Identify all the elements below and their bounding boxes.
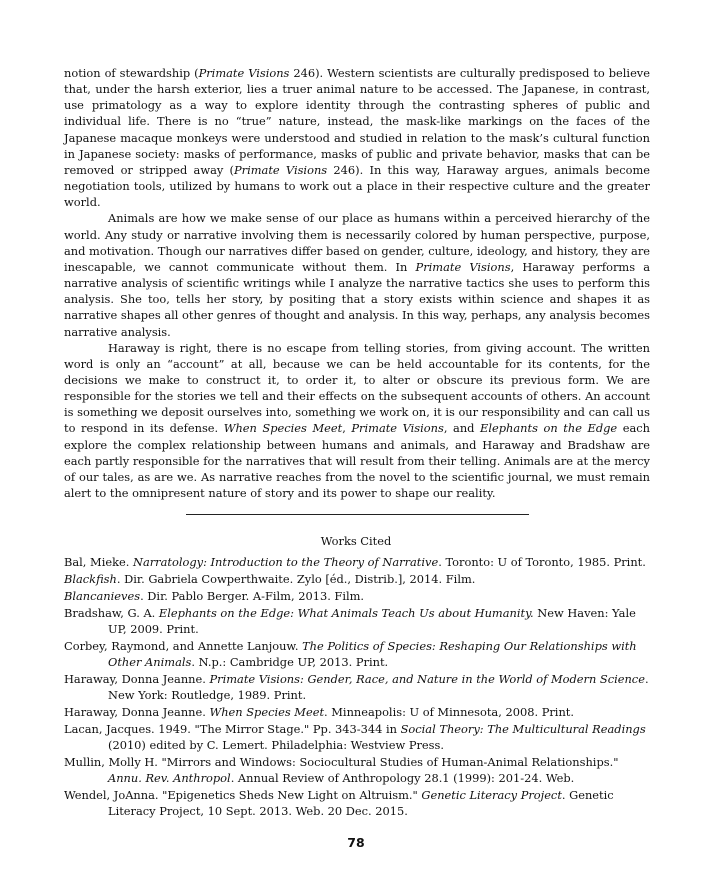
text-run: . N.p.: Cambridge UP, 2013. Print. (191, 655, 389, 669)
italic-title: Elephants on the Edge: What Animals Teach Us about Humanity. (158, 606, 534, 620)
text-run: 246). In this way, Haraway argues, animals become negotiation tools, utilized by humans to work out a place in their respective culture and the greater world. (64, 162, 651, 210)
text-run: , Haraway performs a narrative analysis of scientific writings while I analyze the narrative tactics she uses to perform this analysis. She too, tells her story, by positing that a story exists within science and shapes it as narrative shapes all other genres of thought and analysis. In this way, perhaps, any analysis becomes narrative analysis. (64, 259, 650, 339)
text-run: . Minneapolis: U of Minnesota, 2008. Print. (324, 705, 574, 719)
text-run: Bal, Mieke. (64, 555, 133, 569)
italic-title: Social Theory: The Multicultural Readings (400, 722, 646, 736)
italic-title: Genetic Literacy Project (421, 788, 562, 802)
text-run: Animals are how we make sense of our place as humans within a perceived hierarchy of the world. Any study or narrative involving them is necessarily colored by human perspective, purpose, and motivation. Though our narratives differ based on gender, culture, ideology, and history, they are inescapable, we cannot communicate without them. In (64, 211, 650, 274)
italic-title: Primate Visions (234, 162, 328, 177)
italic-title: Primate Visions: Gender, Race, and Nature in the World of Modern Science (209, 672, 645, 686)
text-run: Wendel, JoAnna. "Epigenetics Sheds New Light on Altruism." (64, 788, 422, 802)
italic-title: Primate Visions (415, 259, 511, 274)
works-cited-list (64, 554, 654, 820)
italic-title: When Species Meet (223, 421, 343, 436)
citation-entry (64, 721, 654, 753)
italic-title: When Species Meet (209, 705, 325, 719)
text-run: . New York: Routledge, 1989. Print. (108, 672, 649, 702)
citation-entry (64, 571, 654, 587)
text-run: . Genetic Literacy Project, 10 Sept. 2013. Web. 20 Dec. 2015. (108, 788, 614, 818)
text-run: Bradshaw, G. A. (64, 606, 159, 620)
text-run: , (342, 421, 352, 436)
citation-entry (64, 588, 654, 604)
italic-title: Primate Visions (351, 421, 444, 436)
body-text (64, 65, 650, 501)
text-run: Haraway, Donna Jeanne. (64, 705, 210, 719)
text-run: Haraway is right, there is no escape from telling stories, from giving account. The written word is only an “account” at all, because we can be held accountable for its contents, for the decisions we make to construct it, to order it, to alter or obscure its previous form. We are responsible for the stories we tell and their effects on the subsequent accounts of others. An account is something we deposit ourselves into, something we work on, it is our responsibility and can call us to respond in its defense. (64, 340, 650, 436)
text-run: . Annual Review of Anthropology 28.1 (1999): 201-24. Web. (230, 771, 575, 785)
text-run: (2010) edited by C. Lemert. Philadelphia: Westview Press. (108, 738, 444, 752)
citation-entry (64, 671, 654, 703)
page-number: 78 (347, 835, 365, 850)
italic-title: Blancanieves (64, 589, 141, 603)
italic-title: The Politics of Species: Reshaping Our Relationships with Other Animals (108, 639, 637, 669)
text-run: . Toronto: U of Toronto, 1985. Print. (438, 555, 646, 569)
citation-entry (64, 787, 654, 819)
text-run: , and (443, 421, 481, 436)
section-divider (186, 514, 529, 515)
body-paragraph (64, 340, 650, 502)
text-run: each explore the complex relationship between humans and animals, and Haraway and Bradshaw are each partly responsible for the narratives that will result from their telling. Animals are at the mercy of our tales, as are we. As narrative reaches from the novel to the scientific journal, we must remain alert to the omnipresent nature of story and its power to shape our reality. (64, 421, 650, 501)
italic-title: Elephants on the Edge (480, 421, 618, 436)
text-run: . Dir. Pablo Berger. A-Film, 2013. Film. (140, 589, 365, 603)
citation-entry (64, 704, 654, 720)
italic-title: Blackfish (64, 572, 117, 586)
italic-title: Narratology: Introduction to the Theory of Narrative (132, 555, 439, 569)
citation-entry (64, 554, 654, 570)
italic-title: Primate Visions (198, 66, 290, 80)
text-run: 246). Western scientists are culturally predisposed to believe that, under the harsh exterior, lies a truer animal nature to be accessed. The Japanese, in contrast, use primatology as a way to explore identity through the contrasting spheres of public and individual life. There is no “true” nature, instead, the mask-like markings on the faces of the Japanese macaque monkeys were understood and studied in relation to the mask’s cultural function in Japanese society: masks of performance, masks of public and private behavior, masks that can be removed or stripped away ( (64, 66, 650, 177)
text-run: New Haven: Yale UP, 2009. Print. (108, 606, 636, 636)
text-run: Haraway, Donna Jeanne. (64, 672, 210, 686)
works-cited-heading: Works Cited (320, 534, 392, 548)
text-run: Lacan, Jacques. 1949. "The Mirror Stage." Pp. 343-344 in (64, 722, 401, 736)
citation-entry (64, 605, 654, 637)
body-paragraph (64, 65, 650, 210)
citation-entry (64, 754, 654, 786)
text-run: . Dir. Gabriela Cowperthwaite. Zylo [éd., Distrib.], 2014. Film. (116, 572, 476, 586)
citation-entry (64, 638, 654, 670)
text-run: notion of stewardship ( (64, 66, 199, 80)
italic-title: Annu. Rev. Anthropol (108, 771, 231, 785)
text-run: Corbey, Raymond, and Annette Lanjouw. (64, 639, 303, 653)
body-paragraph (64, 210, 650, 339)
text-run: Mullin, Molly H. "Mirrors and Windows: Sociocultural Studies of Human-Animal Relationships." (64, 755, 619, 769)
